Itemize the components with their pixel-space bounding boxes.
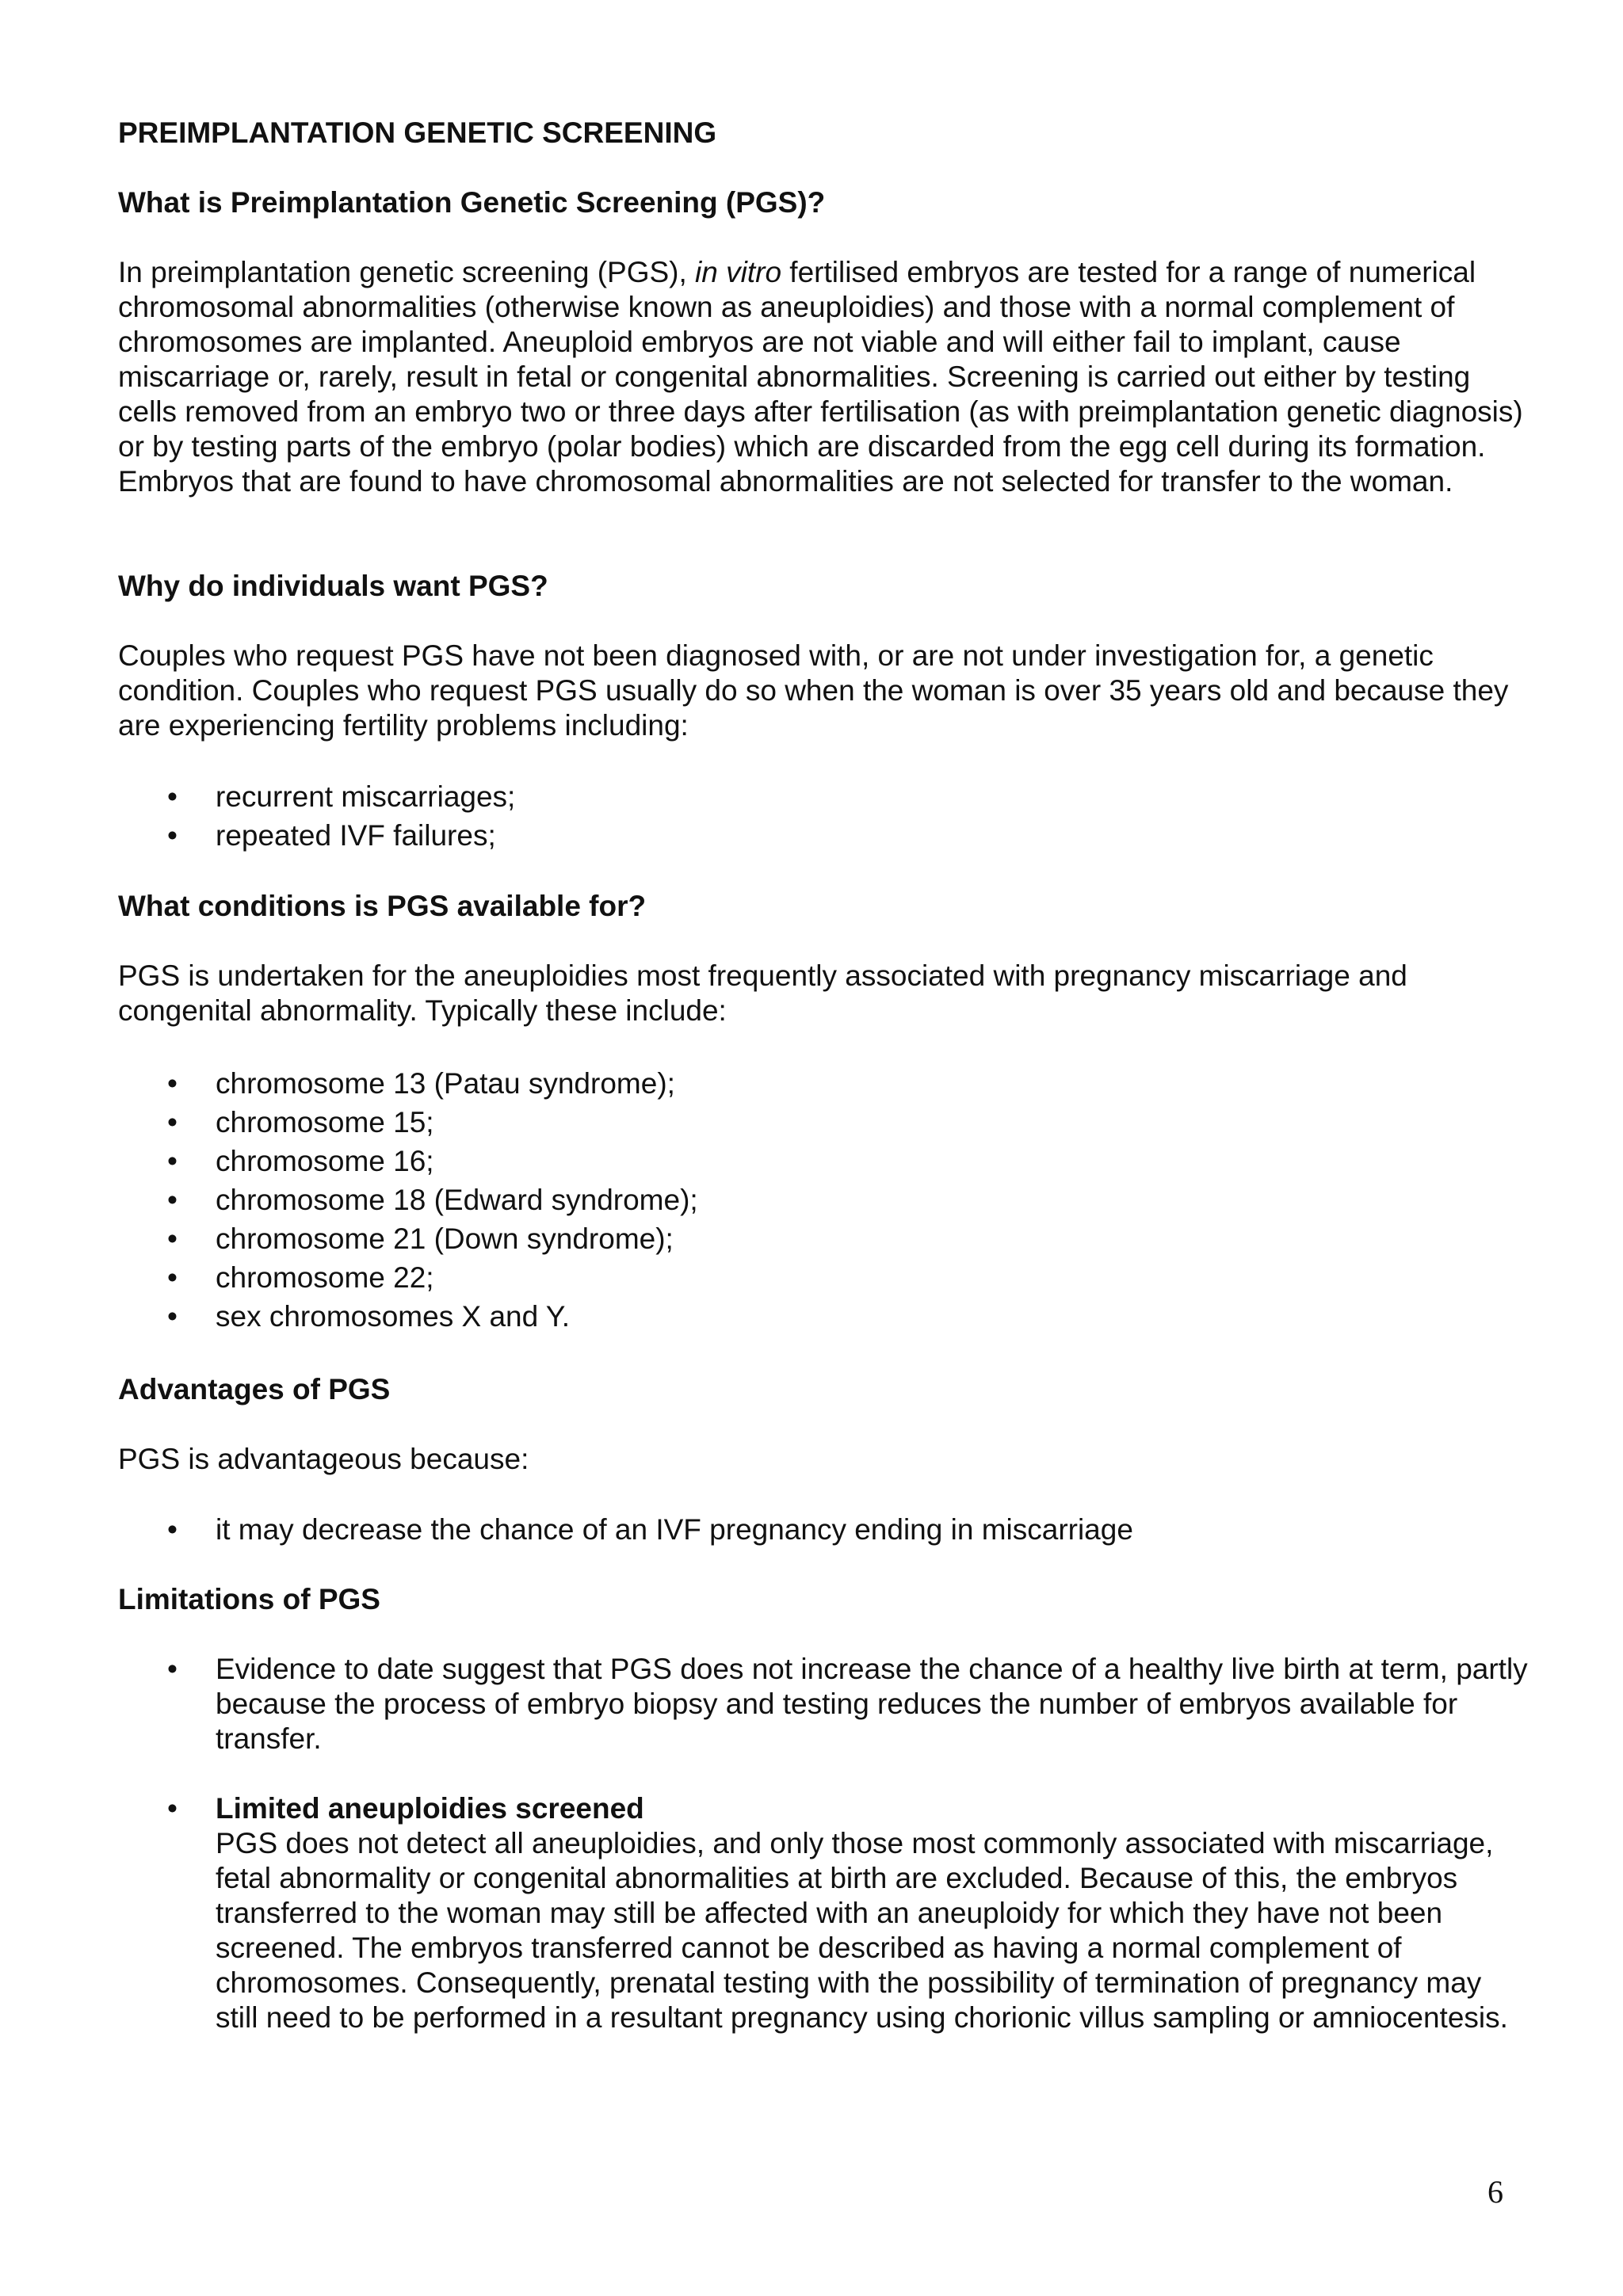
list-item — [118, 1142, 1529, 1180]
document-title: PREIMPLANTATION GENETIC SCREENING — [118, 116, 717, 149]
bullet-icon: • — [167, 1261, 178, 1294]
list-item-title: Limited aneuploidies screened — [216, 1792, 644, 1825]
bullet-icon: • — [167, 1145, 178, 1177]
bullet-icon: • — [167, 1106, 178, 1138]
paragraph-what-is-pgs-start: In preimplantation genetic screening (PGS), — [118, 256, 696, 288]
list-item-text: it may decrease the chance of an IVF pregnancy ending in miscarriage — [216, 1513, 1133, 1546]
heading-what-is-pgs: What is Preimplantation Genetic Screening (PGS)? — [118, 186, 826, 219]
list-limitations-screened — [118, 1791, 1529, 2035]
list-item — [118, 1258, 1529, 1297]
list-item-text: recurrent miscarriages; — [216, 780, 516, 813]
list-item — [118, 816, 1529, 855]
list-limitations — [118, 1652, 1529, 1756]
list-item-text: chromosome 15; — [216, 1106, 434, 1138]
paragraph-what-is-pgs-italic: in vitro — [695, 256, 782, 288]
paragraph-what-is-pgs-rest: fertilised embryos are tested for a range of numerical chromosomal abnormalities (otherwise known as aneuploidies) and those with a normal complement of chromosomes are implanted. Aneuploid embryos are not viable and will either fail to implant, cause miscarriage or, rarely, result in fetal or congenital abnormalities. Screening is carried out either by testing cells removed from an embryo two or three days after fertilisation (as with preimplantation genetic diagnosis) or by testing parts of the embryo (polar bodies) which are discarded from the egg cell during its formation. Embryos that are found to have chromosomal abnormalities are not selected for transfer to the woman. — [118, 256, 1523, 498]
paragraph-what-is-pgs — [118, 255, 1529, 499]
list-item-text: sex chromosomes X and Y. — [216, 1300, 570, 1333]
heading-advantages: Advantages of PGS — [118, 1373, 391, 1405]
page-number: 6 — [1487, 2174, 1503, 2210]
list-item-text: chromosome 16; — [216, 1145, 434, 1177]
bullet-icon: • — [167, 1653, 178, 1685]
paragraph-why-pgs: Couples who request PGS have not been diagnosed with, or are not under investigation for, a genetic condition. Couples who request PGS usually do so when the woman is over 35 years old and because they are experiencing fertility problems including: — [118, 639, 1509, 742]
list-item — [118, 1510, 1529, 1549]
list-item — [118, 1297, 1529, 1336]
bullet-icon: • — [167, 1300, 178, 1333]
list-item — [118, 1791, 1529, 2035]
list-item-text: Evidence to date suggest that PGS does not increase the chance of a healthy live birth at term, partly because the process of embryo biopsy and testing reduces the number of embryos available for transfer. — [216, 1653, 1528, 1755]
list-chromosomes — [118, 1064, 1529, 1336]
bullet-icon: • — [167, 1222, 178, 1255]
bullet-icon: • — [167, 819, 178, 852]
heading-limitations: Limitations of PGS — [118, 1583, 380, 1615]
heading-why-pgs: Why do individuals want PGS? — [118, 570, 548, 602]
list-item — [118, 1180, 1529, 1219]
paragraph-conditions: PGS is undertaken for the aneuploidies most frequently associated with pregnancy miscarriage and congenital abnormality. Typically these include: — [118, 959, 1407, 1027]
list-item — [118, 777, 1529, 816]
list-item-text: chromosome 18 (Edward syndrome); — [216, 1184, 698, 1216]
bullet-icon: • — [167, 1513, 178, 1546]
list-item-text: chromosome 13 (Patau syndrome); — [216, 1067, 675, 1100]
heading-conditions: What conditions is PGS available for? — [118, 890, 647, 922]
list-item — [118, 1103, 1529, 1142]
list-fertility-problems — [118, 777, 1529, 855]
bullet-icon: • — [167, 780, 178, 813]
bullet-icon: • — [167, 1184, 178, 1216]
list-item-text: PGS does not detect all aneuploidies, and only those most commonly associated with miscarriage, fetal abnormality or congenital abnormalities at birth are excluded. Because of this, the embryos transferred to the woman may still be affected with an aneuploidy for which they have not been screened. The embryos transferred cannot be described as having a normal complement of chromosomes. Consequently, prenatal testing with the possibility of termination of pregnancy may still need to be performed in a resultant pregnancy using chorionic villus sampling or amniocentesis. — [216, 1827, 1508, 2034]
bullet-icon: • — [167, 1792, 178, 1825]
list-item — [118, 1219, 1529, 1258]
list-item — [118, 1652, 1529, 1756]
list-item-text: chromosome 21 (Down syndrome); — [216, 1222, 674, 1255]
list-item-text: chromosome 22; — [216, 1261, 434, 1294]
list-item-text: repeated IVF failures; — [216, 819, 496, 852]
list-advantages — [118, 1510, 1529, 1549]
paragraph-advantages: PGS is advantageous because: — [118, 1443, 529, 1475]
bullet-icon: • — [167, 1067, 178, 1100]
list-item — [118, 1064, 1529, 1103]
